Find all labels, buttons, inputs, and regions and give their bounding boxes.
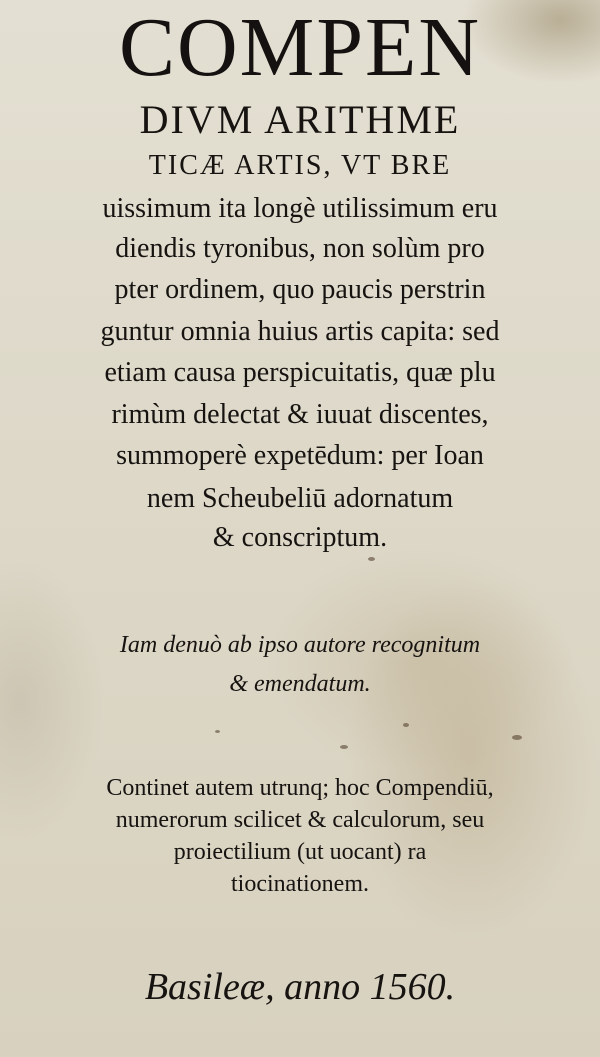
- title-caps-line-1: DIVM ARITHME: [139, 97, 461, 142]
- paper-spot: [368, 557, 375, 561]
- body-line-2: diendis tyronibus, non solùm pro: [115, 233, 485, 264]
- body-line-7: summoperè expetēdum: per Ioan: [116, 440, 484, 471]
- body-line-3: pter ordinem, quo paucis perstrin: [114, 274, 486, 305]
- contents-line-1: Continet autem utrunq; hoc Compendiū,: [106, 775, 494, 801]
- paper-spot: [215, 730, 220, 733]
- contents-line-4: tiocinationem.: [231, 871, 369, 897]
- paper-spot: [403, 723, 409, 727]
- body-line-8: nem Scheubeliū adornatum: [146, 483, 454, 514]
- revision-line-1: Iam denuò ab ipso autore recognitum: [119, 632, 481, 658]
- main-title: COMPEN: [118, 1, 482, 94]
- revision-line-2: & emendatum.: [229, 671, 371, 697]
- body-line-1: uissimum ita longè utilissimum eru: [102, 193, 498, 224]
- paper-spot: [512, 735, 522, 740]
- contents-line-2: numerorum scilicet & calculorum, seu: [115, 807, 485, 833]
- body-line-4: guntur omnia huius artis capita: sed: [100, 316, 500, 347]
- title-caps-line-2: TICÆ ARTIS, VT BRE: [148, 150, 452, 181]
- imprint-line: Basileæ, anno 1560.: [144, 966, 456, 1008]
- body-line-5: etiam causa perspicuitatis, quæ plu: [104, 357, 496, 388]
- body-line-6: rimùm delectat & iuuat discentes,: [111, 399, 489, 430]
- body-line-9: & conscriptum.: [212, 522, 388, 553]
- contents-line-3: proiectilium (ut uocant) ra: [173, 839, 427, 865]
- paper-spot: [340, 745, 348, 749]
